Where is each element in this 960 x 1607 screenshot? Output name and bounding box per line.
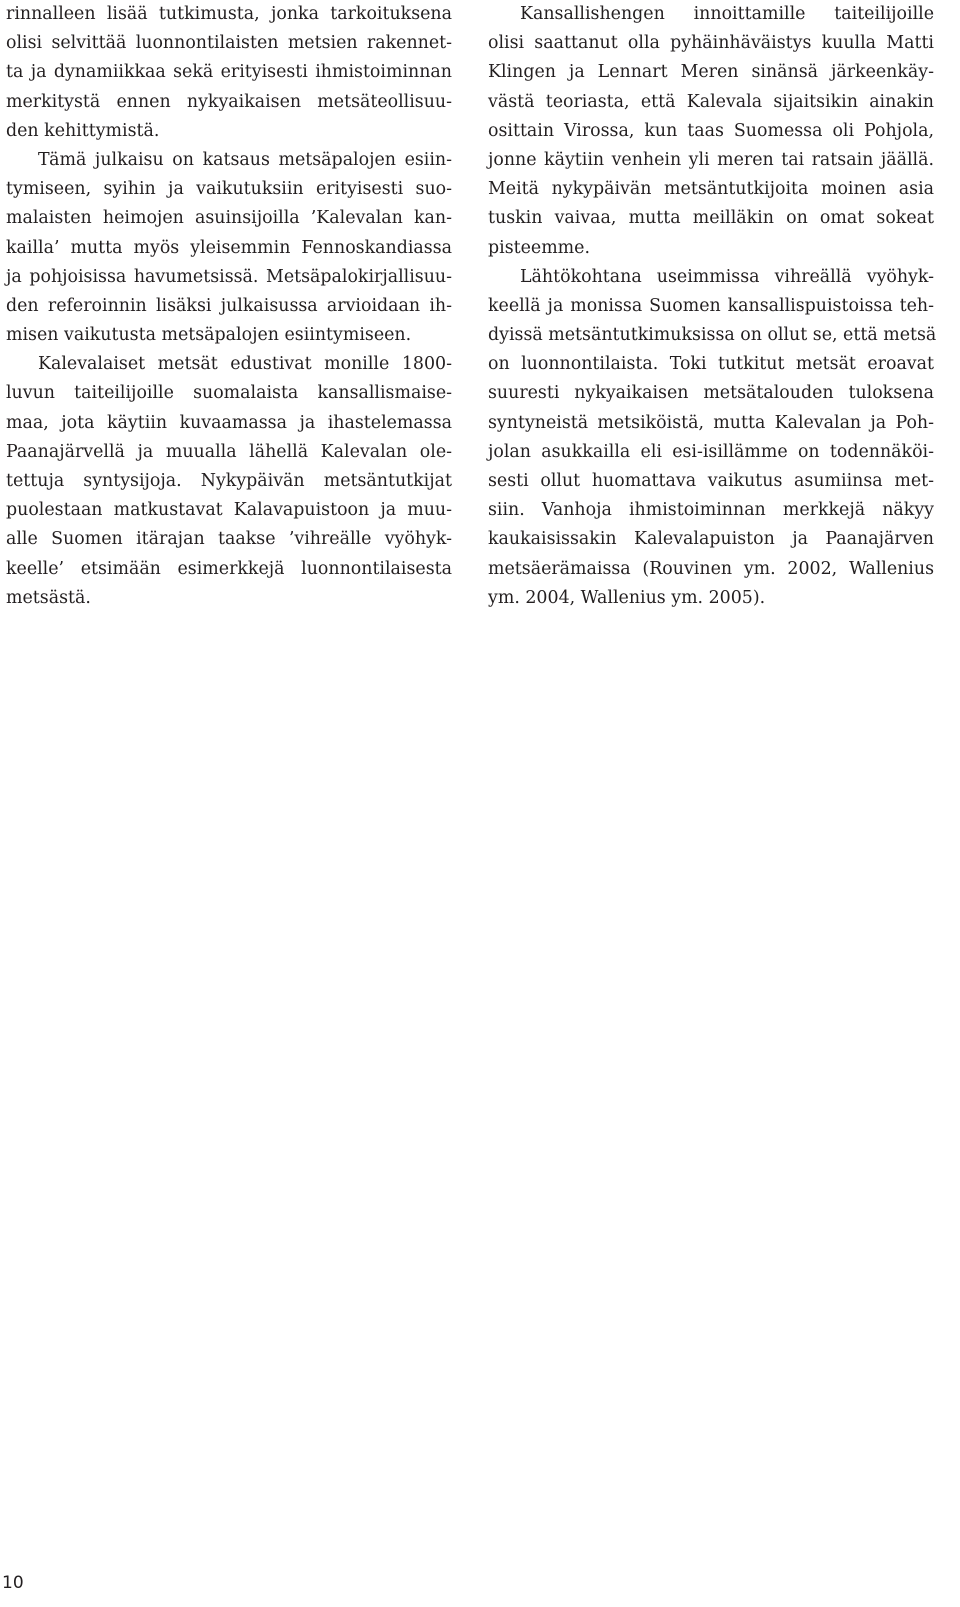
text-line: dyissä metsäntutkimuksissa on ollut se, että metsä — [488, 325, 937, 346]
text-line: Paanajärvellä ja muualla lähellä Kalevalan ole- — [6, 441, 452, 462]
left-text-column — [6, 0, 452, 613]
text-line: luvun taiteilijoille suomalaista kansallismaise- — [6, 383, 452, 404]
text-line: puolestaan matkustavat Kalavapuistoon ja muu- — [6, 500, 452, 521]
text-line: keelle’ etsimään esimerkkejä luonnontilaisesta — [6, 558, 452, 579]
text-line: suuresti nykyaikaisen metsätalouden tuloksena — [488, 383, 934, 404]
text-line: metsäerämaissa (Rouvinen ym. 2002, Wallenius — [488, 558, 934, 579]
text-line: kaukaisissakin Kalevalapuiston ja Paanajärven — [488, 529, 934, 550]
text-line: siin. Vanhoja ihmistoiminnan merkkejä näkyy — [488, 500, 934, 521]
text-line: ym. 2004, Wallenius ym. 2005). — [488, 587, 766, 608]
text-line: osittain Virossa, kun taas Suomessa oli Pohjola, — [488, 120, 934, 141]
text-line: jolan asukkailla eli esi-isillämme on todennäköi- — [488, 441, 934, 462]
text-line: västä teoriasta, että Kalevala sijaitsikin ainakin — [488, 91, 934, 112]
text-line: rinnalleen lisää tutkimusta, jonka tarkoituksena — [6, 4, 452, 24]
text-line: Kansallishengen innoittamille taiteilijoille — [520, 4, 934, 24]
text-line: tettuja syntysijoja. Nykypäivän metsäntutkijat — [6, 471, 452, 491]
text-line: alle Suomen itärajan taakse ’vihreälle vyöhyk- — [6, 529, 452, 550]
text-line: pisteemme. — [488, 237, 590, 258]
text-line: metsästä. — [6, 587, 91, 608]
text-line: Meitä nykypäivän metsäntutkijoita moinen asia — [488, 179, 934, 200]
text-line: syntyneistä metsiköistä, mutta Kalevalan ja Poh- — [488, 412, 934, 433]
text-line: olisi selvittää luonnontilaisten metsien rakennet- — [6, 33, 452, 54]
text-line: tuskin vaivaa, mutta meilläkin on omat sokeat — [488, 208, 934, 229]
page-number: 10 — [2, 1573, 24, 1593]
text-line: maa, jota käytiin kuvaamassa ja ihastelemassa — [6, 412, 452, 433]
text-line: merkitystä ennen nykyaikaisen metsäteollisuu- — [6, 91, 452, 112]
text-line: misen vaikutusta metsäpalojen esiintymiseen. — [6, 325, 412, 346]
text-line: Tämä julkaisu on katsaus metsäpalojen esiin- — [38, 149, 452, 170]
text-line: olisi saattanut olla pyhäinhäväistys kuulla Matti — [488, 33, 934, 54]
text-line: keellä ja monissa Suomen kansallispuistoissa teh- — [488, 295, 934, 316]
text-line: den referoinnin lisäksi julkaisussa arvioidaan ih- — [6, 295, 452, 316]
text-line: on luonnontilaista. Toki tutkitut metsät eroavat — [488, 354, 934, 375]
text-line: ta ja dynamiikkaa sekä erityisesti ihmistoiminnan — [6, 62, 452, 83]
text-line: tymiseen, syihin ja vaikutuksiin erityisesti suo- — [6, 179, 452, 200]
text-line: Lähtökohtana useimmissa vihreällä vyöhyk- — [520, 266, 934, 287]
text-line: Kalevalaiset metsät edustivat monille 1800- — [38, 354, 452, 375]
text-line: ja pohjoisissa havumetsissä. Metsäpalokirjallisuu- — [6, 266, 452, 287]
text-line: sesti ollut huomattava vaikutus asumiinsa met- — [488, 471, 934, 491]
text-line: den kehittymistä. — [6, 120, 160, 141]
right-text-column — [488, 0, 937, 613]
text-line: malaisten heimojen asuinsijoilla ’Kalevalan kan- — [6, 208, 452, 229]
text-line: Klingen ja Lennart Meren sinänsä järkeenkäy- — [488, 62, 934, 83]
text-line: kailla’ mutta myös yleisemmin Fennoskandiassa — [6, 237, 452, 258]
text-line: jonne käytiin venhein yli meren tai ratsain jäällä. — [488, 149, 934, 170]
